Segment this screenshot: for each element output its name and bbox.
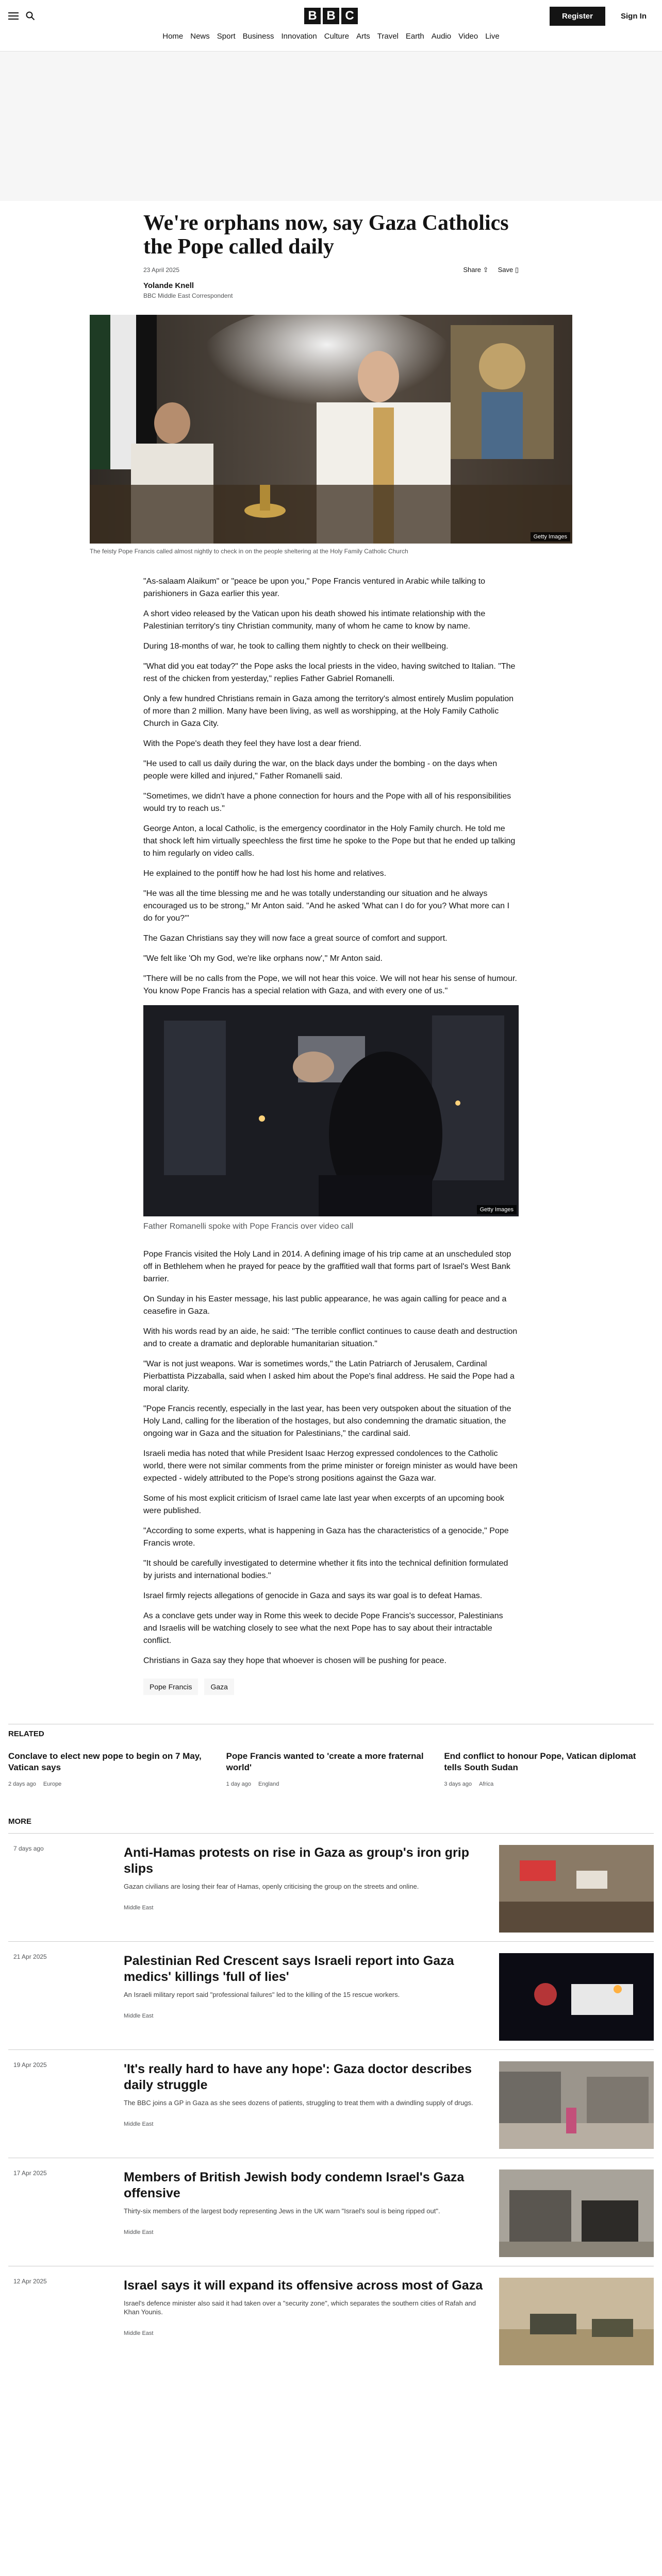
paragraph: During 18-months of war, he took to calling them nightly to check on their wellbeing. bbox=[143, 642, 449, 651]
paragraph: Some of his most explicit criticism of Israel came late last year when excerpts of an upcoming book were published. bbox=[143, 1494, 504, 1516]
more-section-label: Middle East bbox=[124, 1904, 154, 1911]
logo-letter: C bbox=[341, 8, 358, 24]
more-text bbox=[124, 1845, 487, 1941]
top-bar bbox=[0, 0, 662, 32]
more-item[interactable] bbox=[8, 1833, 654, 1941]
hero-caption: The feisty Pope Francis called almost nightly to check in on the people sheltering at the Holy Family Catholic Church bbox=[90, 548, 408, 555]
more-date: 19 Apr 2025 bbox=[13, 2061, 47, 2069]
paragraph: "According to some experts, what is happening in Gaza has the characteristics of a genocide," Pope Francis wrote. bbox=[143, 1527, 509, 1548]
paragraph: "As-salaam Alaikum" or "peace be upon you," Pope Francis ventured in Arabic while talking to parishioners in Gaza earlier this year. bbox=[143, 577, 486, 599]
more-summary: The BBC joins a GP in Gaza as she sees dozens of patients, struggling to treat them with a dwindling supply of drugs. bbox=[124, 2099, 473, 2107]
hero-image bbox=[90, 315, 572, 544]
nav-sport[interactable]: Sport bbox=[217, 32, 236, 41]
bookmark-icon: ▯ bbox=[515, 266, 519, 274]
more-section bbox=[0, 1812, 662, 2374]
nav-news[interactable]: News bbox=[190, 32, 210, 41]
bbc-logo[interactable] bbox=[304, 8, 358, 24]
more-summary: Israel's defence minister also said it had taken over a "security zone", which separates the southern cities of Rafah and Khan Younis. bbox=[124, 2299, 476, 2316]
related-card[interactable] bbox=[8, 1751, 218, 1787]
save-button[interactable] bbox=[498, 266, 519, 274]
hero-photo-church-incense bbox=[90, 315, 572, 544]
image-credit: Getty Images bbox=[477, 1205, 517, 1214]
share-button[interactable] bbox=[463, 266, 488, 274]
related-card[interactable] bbox=[444, 1751, 654, 1787]
image-credit: Getty Images bbox=[531, 532, 570, 541]
related-time: 2 days ago bbox=[8, 1781, 36, 1787]
related-title[interactable]: End conflict to honour Pope, Vatican diplomat tells South Sudan bbox=[444, 1751, 636, 1773]
thumbnail-ambulance-photo bbox=[499, 1953, 654, 2041]
paragraph: "There will be no calls from the Pope, we will not hear this voice. We will not hear his sense of humour. You know Pope Francis has a special relation with Gaza, and with every one of us." bbox=[143, 974, 517, 996]
more-date: 21 Apr 2025 bbox=[13, 1953, 47, 1960]
related-info bbox=[8, 1781, 218, 1787]
article-body bbox=[143, 575, 519, 1695]
article-actions bbox=[463, 266, 519, 274]
paragraph: "Pope Francis recently, especially in the last year, has been very outspoken about the situation of the Holy Land, calling for the liberation of the hostages, but also condemning the dramatic situation, the ongoing war in Gaza and the situation for Palestinians," the cardinal said. bbox=[143, 1404, 511, 1438]
more-date: 7 days ago bbox=[13, 1844, 44, 1852]
more-title[interactable]: Israel says it will expand its offensive across most of Gaza bbox=[124, 2278, 483, 2293]
save-label: Save bbox=[498, 266, 514, 274]
search-icon[interactable] bbox=[26, 11, 35, 21]
sign-in-button[interactable]: Sign In bbox=[621, 11, 647, 21]
more-thumbnail[interactable] bbox=[499, 2278, 654, 2365]
thumbnail-rubble-photo bbox=[499, 2061, 654, 2149]
nav-earth[interactable]: Earth bbox=[405, 32, 424, 41]
nav-video[interactable]: Video bbox=[458, 32, 478, 41]
thumbnail-displacement-photo bbox=[499, 2170, 654, 2257]
more-thumbnail[interactable] bbox=[499, 2061, 654, 2149]
more-summary: Thirty-six members of the largest body representing Jews in the UK warn "Israel's soul is being ripped out". bbox=[124, 2207, 440, 2215]
related-info bbox=[226, 1781, 436, 1787]
paragraph: Only a few hundred Christians remain in Gaza among the territory's almost entirely Muslim population of more than 2 million. Many have been living, as well as worshipping, at the Holy Family Catholic Church in Gaza City. bbox=[143, 694, 514, 728]
thumbnail-tanks-photo bbox=[499, 2278, 654, 2365]
menu-icon[interactable] bbox=[8, 12, 19, 20]
advert-slot bbox=[0, 52, 662, 201]
inline-image bbox=[143, 1005, 519, 1216]
more-item[interactable] bbox=[8, 2049, 654, 2158]
nav-live[interactable]: Live bbox=[485, 32, 500, 41]
paragraph: With the Pope's death they feel they have lost a dear friend. bbox=[143, 739, 361, 749]
share-label: Share bbox=[463, 266, 482, 274]
paragraph: Israeli media has noted that while President Isaac Herzog expressed condolences to the Catholic world, there were not similar comments from the prime minister or foreign minister as would have been expected - widely attributed to the Pope's strong positions against the Gaza war. bbox=[143, 1449, 518, 1483]
byline bbox=[143, 281, 519, 299]
inline-caption: Father Romanelli spoke with Pope Francis over video call bbox=[143, 1222, 354, 1231]
paragraph: On Sunday in his Easter message, his last public appearance, he was again calling for peace and a ceasefire in Gaza. bbox=[143, 1295, 507, 1316]
paragraph: George Anton, a local Catholic, is the emergency coordinator in the Holy Family church. He told me that shock left him virtually speechless the first time he spoke to the Pope but that he ended up talking to him regularly on video calls. bbox=[143, 824, 516, 858]
paragraph: "War is not just weapons. War is sometimes words," the Latin Patriarch of Jerusalem, Cardinal Pierbattista Pizzaballa, said when I asked him about the Pope's final address. He said the Pope had a moral clarity. bbox=[143, 1360, 515, 1394]
more-text bbox=[124, 2170, 487, 2266]
article-meta bbox=[143, 266, 519, 274]
paragraph: "Sometimes, we didn't have a phone connection for hours and the Pope with all of his responsibilities would try to reach us." bbox=[143, 792, 511, 814]
related-section-label: England bbox=[258, 1781, 279, 1787]
more-section-label: Middle East bbox=[124, 2229, 154, 2235]
headline: We're orphans now, say Gaza Catholics the Pope called daily bbox=[143, 211, 509, 259]
nav-travel[interactable]: Travel bbox=[377, 32, 399, 41]
tag-gaza[interactable]: Gaza bbox=[204, 1679, 234, 1695]
paragraph: "It should be carefully investigated to determine whether it fits into the technical definition formulated by jurists and international bodies." bbox=[143, 1559, 508, 1581]
nav-home[interactable]: Home bbox=[162, 32, 184, 41]
related-heading: RELATED bbox=[8, 1724, 654, 1738]
more-title[interactable]: Anti-Hamas protests on rise in Gaza as group's iron grip slips bbox=[124, 1845, 469, 1876]
related-time: 3 days ago bbox=[444, 1781, 472, 1787]
more-title[interactable]: Palestinian Red Crescent says Israeli report into Gaza medics' killings 'full of lies' bbox=[124, 1953, 454, 1984]
more-section-label: Middle East bbox=[124, 2121, 154, 2127]
hero-figure bbox=[90, 315, 572, 555]
nav-business[interactable]: Business bbox=[242, 32, 274, 41]
related-list bbox=[8, 1751, 654, 1787]
nav-audio[interactable]: Audio bbox=[431, 32, 452, 41]
more-thumbnail[interactable] bbox=[499, 1953, 654, 2041]
paragraph: A short video released by the Vatican upon his death showed his intimate relationship with the Palestinian territory's tiny Christian community, many of whom he came to know by name. bbox=[143, 609, 486, 631]
more-summary: An Israeli military report said "professional failures" led to the killing of the 15 rescue workers. bbox=[124, 1991, 400, 1999]
paragraph: He explained to the pontiff how he had lost his home and relatives. bbox=[143, 869, 387, 878]
logo-letter: B bbox=[323, 8, 339, 24]
more-title[interactable]: 'It's really hard to have any hope': Gaza doctor describes daily struggle bbox=[124, 2061, 472, 2092]
main-nav bbox=[0, 32, 662, 52]
more-thumbnail[interactable] bbox=[499, 1845, 654, 1933]
more-thumbnail[interactable] bbox=[499, 2170, 654, 2257]
more-section-label: Middle East bbox=[124, 2012, 154, 2019]
more-text bbox=[124, 2278, 487, 2374]
paragraph: "He used to call us daily during the war, on the black days under the bombing - on the days when people were killed and injured," Father Romanelli said. bbox=[143, 759, 498, 781]
more-item[interactable] bbox=[8, 2158, 654, 2266]
top-left-controls bbox=[8, 11, 35, 21]
paragraph: As a conclave gets under way in Rome this week to decide Pope Francis's successor, Palestinians and Israelis will be watching closely to see what the next Pope has to say about their intractable conflict. bbox=[143, 1612, 503, 1646]
more-item[interactable] bbox=[8, 1941, 654, 2049]
share-icon: ⇪ bbox=[483, 266, 489, 274]
more-title[interactable]: Members of British Jewish body condemn Israel's Gaza offensive bbox=[124, 2170, 465, 2200]
paragraph: Pope Francis visited the Holy Land in 2014. A defining image of his trip came at an unscheduled stop off in Bethlehem when he prayed for peace by the graffitied wall that forms part of Israel's West Bank barrier. bbox=[143, 1250, 511, 1284]
paragraph: The Gazan Christians say they will now face a great source of comfort and support. bbox=[143, 934, 448, 943]
more-text bbox=[124, 1953, 487, 2049]
paragraph: "We felt like 'Oh my God, we're like orphans now'," Mr Anton said. bbox=[143, 954, 383, 963]
paragraph: "He was all the time blessing me and he was totally understanding our situation and he always encouraged us to be strong," Mr Anton said. "And he asked 'What can I do for you? What more can I do for you?'" bbox=[143, 889, 509, 923]
related-section-label: Africa bbox=[479, 1781, 494, 1787]
article-header bbox=[143, 211, 519, 299]
more-summary: Gazan civilians are losing their fear of Hamas, openly criticising the group on the streets and online. bbox=[124, 1883, 419, 1891]
more-text bbox=[124, 2061, 487, 2158]
author-name[interactable]: Yolande Knell bbox=[143, 281, 194, 291]
nav-culture[interactable]: Culture bbox=[324, 32, 350, 41]
related-time: 1 day ago bbox=[226, 1781, 251, 1787]
inline-figure bbox=[143, 1005, 519, 1233]
topic-tags bbox=[143, 1679, 519, 1695]
related-title[interactable]: Conclave to elect new pope to begin on 7 May, Vatican says bbox=[8, 1751, 202, 1773]
inline-photo-video-call bbox=[143, 1005, 519, 1216]
logo-letter: B bbox=[304, 8, 321, 24]
related-info bbox=[444, 1781, 654, 1787]
nav-arts[interactable]: Arts bbox=[356, 32, 370, 41]
publish-date: 23 April 2025 bbox=[143, 266, 180, 274]
thumbnail-protest-photo bbox=[499, 1845, 654, 1933]
paragraph: Israel firmly rejects allegations of genocide in Gaza and says its war goal is to defeat Hamas. bbox=[143, 1591, 483, 1601]
related-section-label: Europe bbox=[43, 1781, 62, 1787]
related-card[interactable] bbox=[226, 1751, 436, 1787]
paragraph: Christians in Gaza say they hope that whoever is chosen will be pushing for peace. bbox=[143, 1656, 446, 1666]
paragraph: "What did you eat today?" the Pope asks the local priests in the video, having switched to Italian. "The rest of the chicken from yesterday," replies Father Gabriel Romanelli. bbox=[143, 662, 516, 684]
paragraph: With his words read by an aide, he said: "The terrible conflict continues to cause death and destruction and to create a dramatic and deplorable humanitarian situation." bbox=[143, 1327, 518, 1349]
tag-pope-francis[interactable]: Pope Francis bbox=[143, 1679, 198, 1695]
author-role: BBC Middle East Correspondent bbox=[143, 292, 233, 300]
nav-innovation[interactable]: Innovation bbox=[281, 32, 317, 41]
account-controls bbox=[550, 7, 654, 26]
related-section bbox=[0, 1724, 662, 1787]
more-date: 12 Apr 2025 bbox=[13, 2277, 47, 2285]
related-title[interactable]: Pope Francis wanted to 'create a more fraternal world' bbox=[226, 1751, 424, 1773]
more-item[interactable] bbox=[8, 2266, 654, 2374]
register-button[interactable]: Register bbox=[550, 7, 605, 26]
more-section-label: Middle East bbox=[124, 2330, 154, 2336]
more-date: 17 Apr 2025 bbox=[13, 2169, 47, 2177]
more-heading: MORE bbox=[8, 1817, 31, 1826]
